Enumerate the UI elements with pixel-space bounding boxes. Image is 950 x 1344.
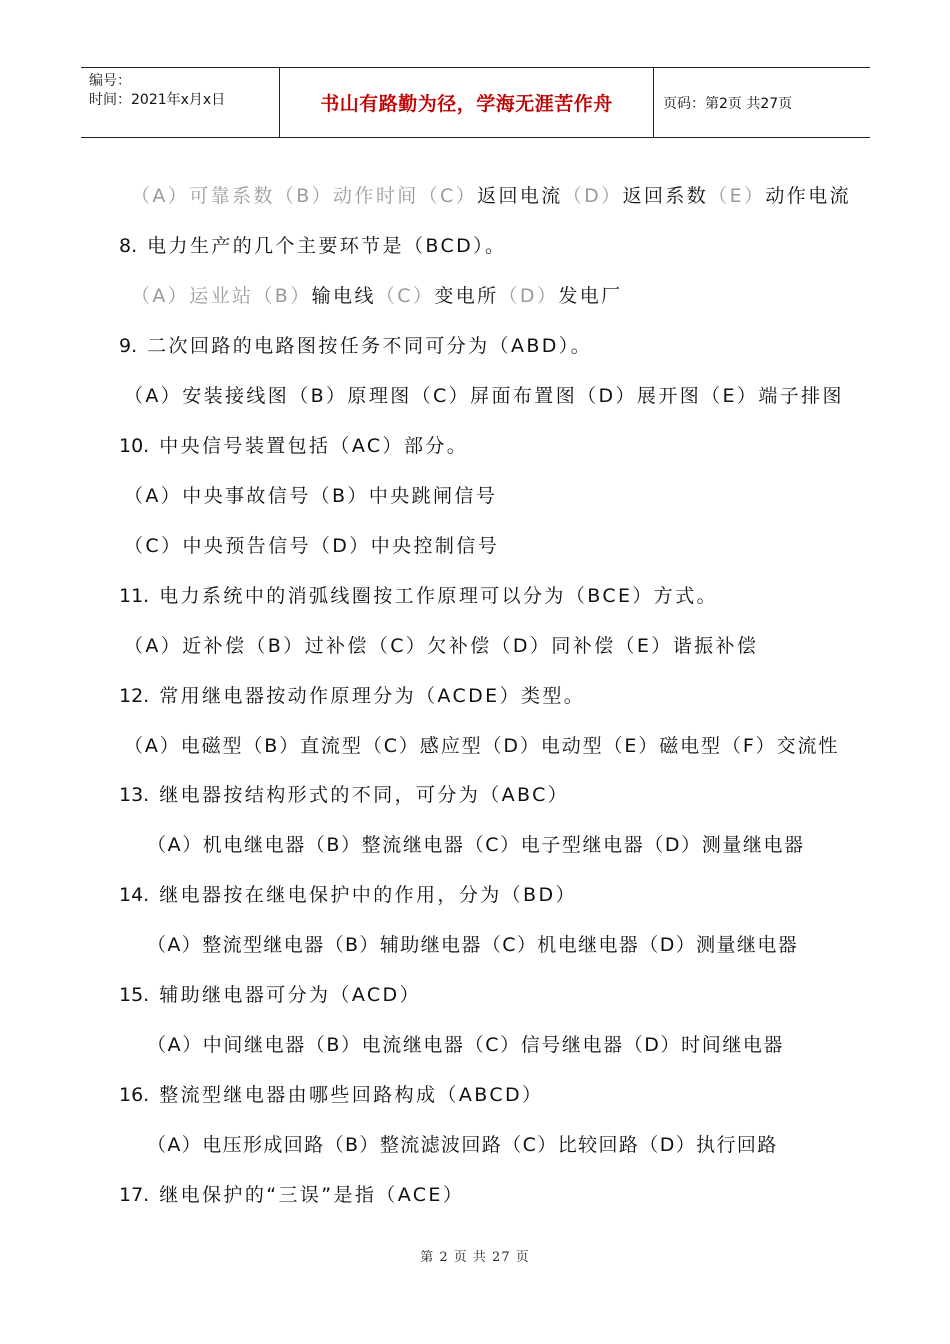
options-line [131, 281, 623, 308]
options-line: （A）机电继电器（B）整流继电器（C）电子型继电器（D）测量继电器 [147, 834, 805, 856]
question-text: 继电器按结构形式的不同，可分为（ABC） [159, 784, 570, 806]
page-footer: 第 2 页 共 27 页 [420, 1250, 530, 1265]
option-text: （D） [562, 185, 623, 207]
question-16 [119, 1080, 543, 1107]
question-text: 继电器按在继电保护中的作用，分为（BD） [159, 884, 577, 906]
question-text: 电力生产的几个主要环节是（BCD）。 [147, 235, 507, 257]
option-text: 返回系数 [622, 185, 709, 207]
header-left-cell [89, 72, 225, 110]
options-line: （A）电磁型（B）直流型（C）感应型（D）电动型（E）磁电型（F）交流性 [124, 735, 840, 757]
question-13 [119, 780, 569, 807]
question-number: 9. [119, 335, 138, 357]
question-number: 15. [119, 984, 150, 1006]
question-number: 12. [119, 685, 150, 707]
options-line [131, 181, 851, 208]
options-line: （A）安装接线图（B）原理图（C）屏面布置图（D）展开图（E）端子排图 [124, 385, 844, 407]
option-text: （A）运业站（B） [131, 285, 312, 307]
question-text: 电力系统中的消弧线圈按工作原理可以分为（BCE）方式。 [159, 585, 718, 607]
question-text: 常用继电器按动作原理分为（ACDE）类型。 [159, 685, 586, 707]
option-text: 返回电流 [477, 185, 563, 207]
option-text: 发电厂 [558, 285, 623, 307]
question-14 [119, 880, 577, 907]
question-number: 17. [119, 1184, 150, 1206]
options-line: （A）中间继电器（B）电流继电器（C）信号继电器（D）时间继电器 [147, 1034, 785, 1056]
question-text: 中央信号装置包括（AC）部分。 [159, 435, 469, 457]
option-text: （C） [375, 285, 435, 307]
question-10 [119, 431, 468, 458]
question-number: 13. [119, 784, 150, 806]
option-text: 动作电流 [765, 185, 851, 207]
header-divider [653, 68, 654, 137]
question-12 [119, 681, 585, 708]
question-number: 11. [119, 585, 150, 607]
question-number: 14. [119, 884, 150, 906]
page-header [81, 67, 870, 138]
question-number: 10. [119, 435, 150, 457]
number-label: 编号： [89, 73, 131, 89]
option-text: 输电线 [311, 285, 376, 307]
question-8 [119, 231, 506, 258]
option-text: （A）可靠系数（B）动作时间（C） [131, 185, 478, 207]
option-text: 变电所 [434, 285, 499, 307]
option-text: （E） [708, 185, 766, 207]
page-info: 页码：第2页 共27页 [663, 95, 793, 112]
options-line: （C）中央预告信号（D）中央控制信号 [124, 535, 500, 557]
options-line: （A）近补偿（B）过补偿（C）欠补偿（D）同补偿（E）谐振补偿 [124, 635, 759, 657]
question-9 [119, 331, 592, 358]
options-line: （A）电压形成回路（B）整流滤波回路（C）比较回路（D）执行回路 [147, 1134, 778, 1156]
question-text: 辅助继电器可分为（ACD） [159, 984, 421, 1006]
options-line: （A）中央事故信号（B）中央跳闸信号 [124, 485, 498, 507]
options-line: （A）整流型继电器（B）辅助继电器（C）机电继电器（D）测量继电器 [147, 934, 799, 956]
date-label: 时间：2021年x月x日 [89, 92, 226, 108]
question-text: 继电保护的“三误”是指（ACE） [159, 1184, 465, 1206]
question-15 [119, 980, 421, 1007]
question-17 [119, 1180, 464, 1207]
question-11 [119, 581, 718, 608]
question-number: 8. [119, 235, 138, 257]
option-text: （D） [498, 285, 559, 307]
question-number: 16. [119, 1084, 150, 1106]
question-text: 二次回路的电路图按任务不同可分为（ABD）。 [147, 335, 593, 357]
motto: 书山有路勤为径，学海无涯苦作舟 [320, 93, 613, 115]
question-text: 整流型继电器由哪些回路构成（ABCD） [159, 1084, 544, 1106]
